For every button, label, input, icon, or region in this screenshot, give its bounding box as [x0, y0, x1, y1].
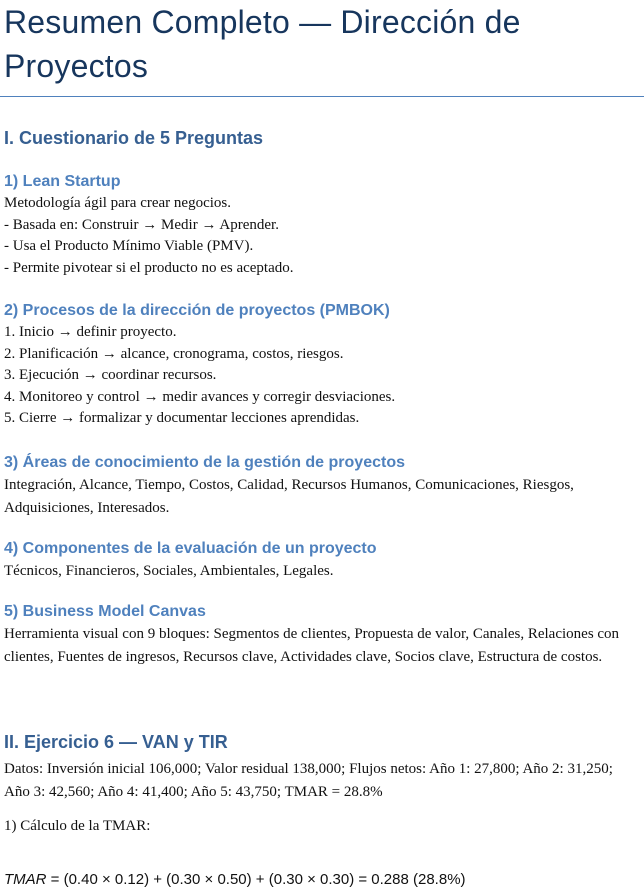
q2-line: 1. Inicio → definir proyecto.: [4, 324, 177, 340]
q2-heading: 2) Procesos de la dirección de proyectos (PMBOK): [4, 302, 390, 319]
q2-section: [4, 300, 640, 430]
q2-line: 3. Ejecución → coordinar recursos.: [4, 367, 217, 383]
q1-heading: 1) Lean Startup: [4, 173, 121, 190]
q1-line: - Basada en: Construir → Medir → Aprender.: [4, 216, 279, 233]
part2-step1: 1) Cálculo de la TMAR:: [4, 818, 151, 834]
q3-text: Integración, Alcance, Tiempo, Costos, Calidad, Recursos Humanos, Comunicaciones, Riesgos, Adquisiciones, Interesados.: [4, 477, 574, 516]
q4-text: Técnicos, Financieros, Sociales, Ambientales, Legales.: [4, 563, 334, 579]
formula-variable: TMAR: [4, 871, 47, 888]
q4-section: [4, 538, 640, 583]
q2-line: 2. Planificación → alcance, cronograma, costos, riesgos.: [4, 345, 344, 362]
part2-heading: II. Ejercicio 6 — VAN y TIR: [4, 732, 228, 752]
q5-text: Herramienta visual con 9 bloques: Segmentos de clientes, Propuesta de valor, Canales, Relaciones con clientes, Fuentes de ingresos, Recursos clave, Actividades clave, Socios clave, Estructura de costos.: [4, 626, 620, 665]
q3-heading: 3) Áreas de conocimiento de la gestión de proyectos: [4, 454, 405, 471]
q4-heading: 4) Componentes de la evaluación de un proyecto: [4, 540, 377, 557]
q2-line: 4. Monitoreo y control → medir avances y corregir desviaciones.: [4, 388, 396, 405]
q1-line: Metodología ágil para crear negocios.: [4, 195, 231, 211]
q2-line: 5. Cierre → formalizar y documentar lecciones aprendidas.: [4, 410, 360, 426]
q5-section: [4, 601, 640, 668]
q3-section: [4, 452, 640, 519]
title-divider: [0, 96, 644, 97]
q1-line: - Usa el Producto Mínimo Viable (PMV).: [4, 238, 254, 254]
q1-line: - Permite pivotear si el producto no es aceptado.: [4, 259, 294, 276]
formula-expression: = (0.40 × 0.12) + (0.30 × 0.50) + (0.30 × 0.30) = 0.288 (28.8%): [46, 871, 466, 888]
formula-line: [4, 869, 640, 891]
part2-data-text: Datos: Inversión inicial 106,000; Valor residual 138,000; Flujos netos: Año 1: 27,800; Año 2: 31,250; Año 3: 42,560; Año 4: 41,400; Año 5: 43,750; TMAR = 28.8%: [4, 761, 613, 800]
part1-section: [4, 126, 640, 150]
tmar-formula: [4, 869, 640, 891]
q1-section: [4, 171, 640, 279]
part2-section: [4, 730, 640, 838]
q5-heading: 5) Business Model Canvas: [4, 603, 206, 620]
part1-heading: I. Cuestionario de 5 Preguntas: [4, 128, 264, 148]
document-title: Resumen Completo — Dirección de Proyectos: [4, 4, 521, 84]
